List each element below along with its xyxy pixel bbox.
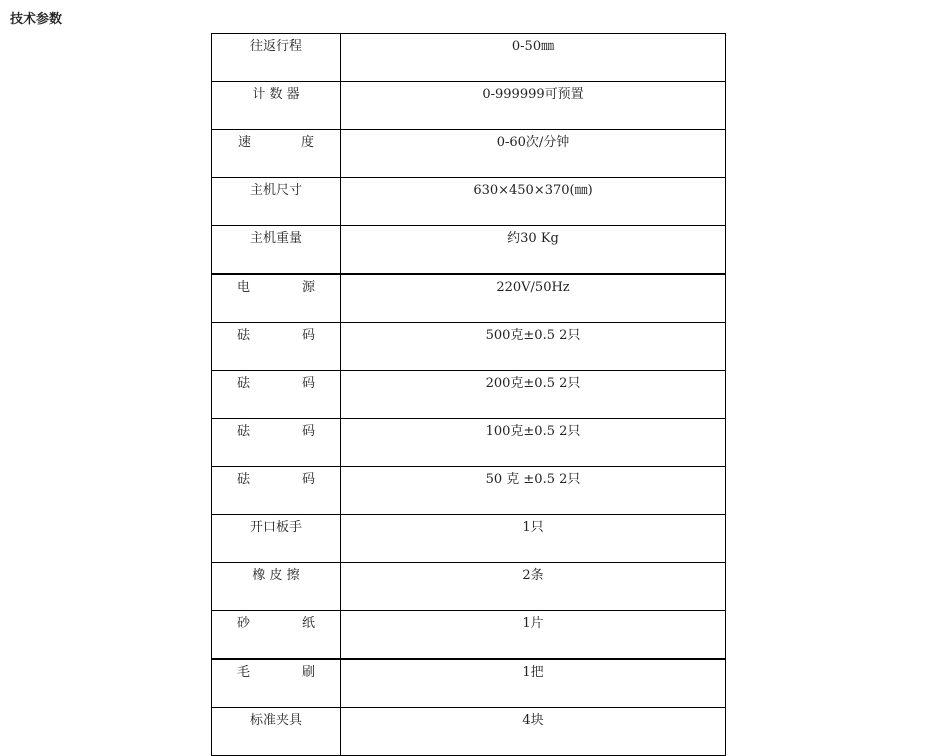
param-value: 500克±0.5 2只 bbox=[485, 328, 581, 343]
table-row bbox=[212, 659, 726, 708]
param-value: 100克±0.5 2只 bbox=[485, 424, 581, 439]
param-value: 2条 bbox=[522, 568, 544, 583]
param-label-cell bbox=[212, 563, 341, 611]
param-value-cell bbox=[341, 467, 726, 515]
param-value-cell bbox=[341, 371, 726, 419]
param-value: 200克±0.5 2只 bbox=[485, 376, 581, 391]
table-row bbox=[212, 419, 726, 467]
param-value: 0-60次/分钟 bbox=[496, 135, 570, 150]
param-value: 220V/50Hz bbox=[496, 280, 570, 295]
param-value-cell bbox=[341, 611, 726, 660]
param-label-cell bbox=[212, 274, 341, 323]
param-value-cell bbox=[341, 178, 726, 226]
param-label-cell bbox=[212, 467, 341, 515]
param-value: 50 克 ±0.5 2只 bbox=[485, 472, 581, 487]
param-label-cell bbox=[212, 130, 341, 178]
table-row bbox=[212, 34, 726, 82]
param-value: 0-50㎜ bbox=[511, 39, 555, 54]
param-label: 电 源 bbox=[237, 280, 315, 295]
param-value-cell bbox=[341, 708, 726, 756]
table-row bbox=[212, 178, 726, 226]
param-value-cell bbox=[341, 34, 726, 82]
param-label: 橡 皮 擦 bbox=[252, 568, 300, 583]
spec-table bbox=[211, 33, 726, 756]
param-value-cell bbox=[341, 130, 726, 178]
table-row bbox=[212, 515, 726, 563]
param-label: 标准夹具 bbox=[249, 713, 302, 728]
param-label: 开口板手 bbox=[249, 520, 302, 535]
param-label-cell bbox=[212, 323, 341, 371]
param-label-cell bbox=[212, 708, 341, 756]
section-heading: 技术参数 bbox=[10, 12, 63, 27]
param-value-cell bbox=[341, 274, 726, 323]
param-label-cell bbox=[212, 226, 341, 275]
param-label: 毛 刷 bbox=[237, 665, 315, 680]
param-label: 砝 码 bbox=[237, 328, 315, 343]
param-label-cell bbox=[212, 659, 341, 708]
param-value-cell bbox=[341, 226, 726, 275]
param-label-cell bbox=[212, 371, 341, 419]
table-row bbox=[212, 226, 726, 275]
param-value-cell bbox=[341, 563, 726, 611]
param-label: 砝 码 bbox=[237, 472, 315, 487]
param-value: 1只 bbox=[522, 520, 544, 535]
param-label: 砝 码 bbox=[237, 376, 315, 391]
param-label-cell bbox=[212, 515, 341, 563]
param-value-cell bbox=[341, 323, 726, 371]
param-label: 主机重量 bbox=[249, 231, 302, 246]
param-value: 0-999999可预置 bbox=[482, 87, 584, 102]
param-value-cell bbox=[341, 659, 726, 708]
table-row bbox=[212, 467, 726, 515]
param-label-cell bbox=[212, 34, 341, 82]
param-label: 砂 纸 bbox=[237, 616, 315, 631]
param-value: 1把 bbox=[522, 665, 544, 680]
table-row bbox=[212, 563, 726, 611]
param-label: 砝 码 bbox=[237, 424, 315, 439]
param-label: 往返行程 bbox=[249, 39, 302, 54]
table-row bbox=[212, 708, 726, 756]
table-row bbox=[212, 611, 726, 660]
param-label: 速 度 bbox=[238, 135, 314, 150]
param-value-cell bbox=[341, 419, 726, 467]
param-value: 约30 Kg bbox=[507, 231, 559, 246]
param-label-cell bbox=[212, 419, 341, 467]
table-row bbox=[212, 371, 726, 419]
param-label-cell bbox=[212, 611, 341, 660]
table-row bbox=[212, 82, 726, 130]
table-row bbox=[212, 274, 726, 323]
param-value: 4块 bbox=[522, 713, 544, 728]
param-label-cell bbox=[212, 82, 341, 130]
table-row bbox=[212, 323, 726, 371]
table-row bbox=[212, 130, 726, 178]
param-value-cell bbox=[341, 82, 726, 130]
param-value: 630×450×370(㎜) bbox=[473, 183, 593, 198]
param-label: 主机尺寸 bbox=[249, 183, 302, 198]
param-value-cell bbox=[341, 515, 726, 563]
param-label-cell bbox=[212, 178, 341, 226]
param-value: 1片 bbox=[522, 616, 544, 631]
param-label: 计 数 器 bbox=[252, 87, 300, 102]
